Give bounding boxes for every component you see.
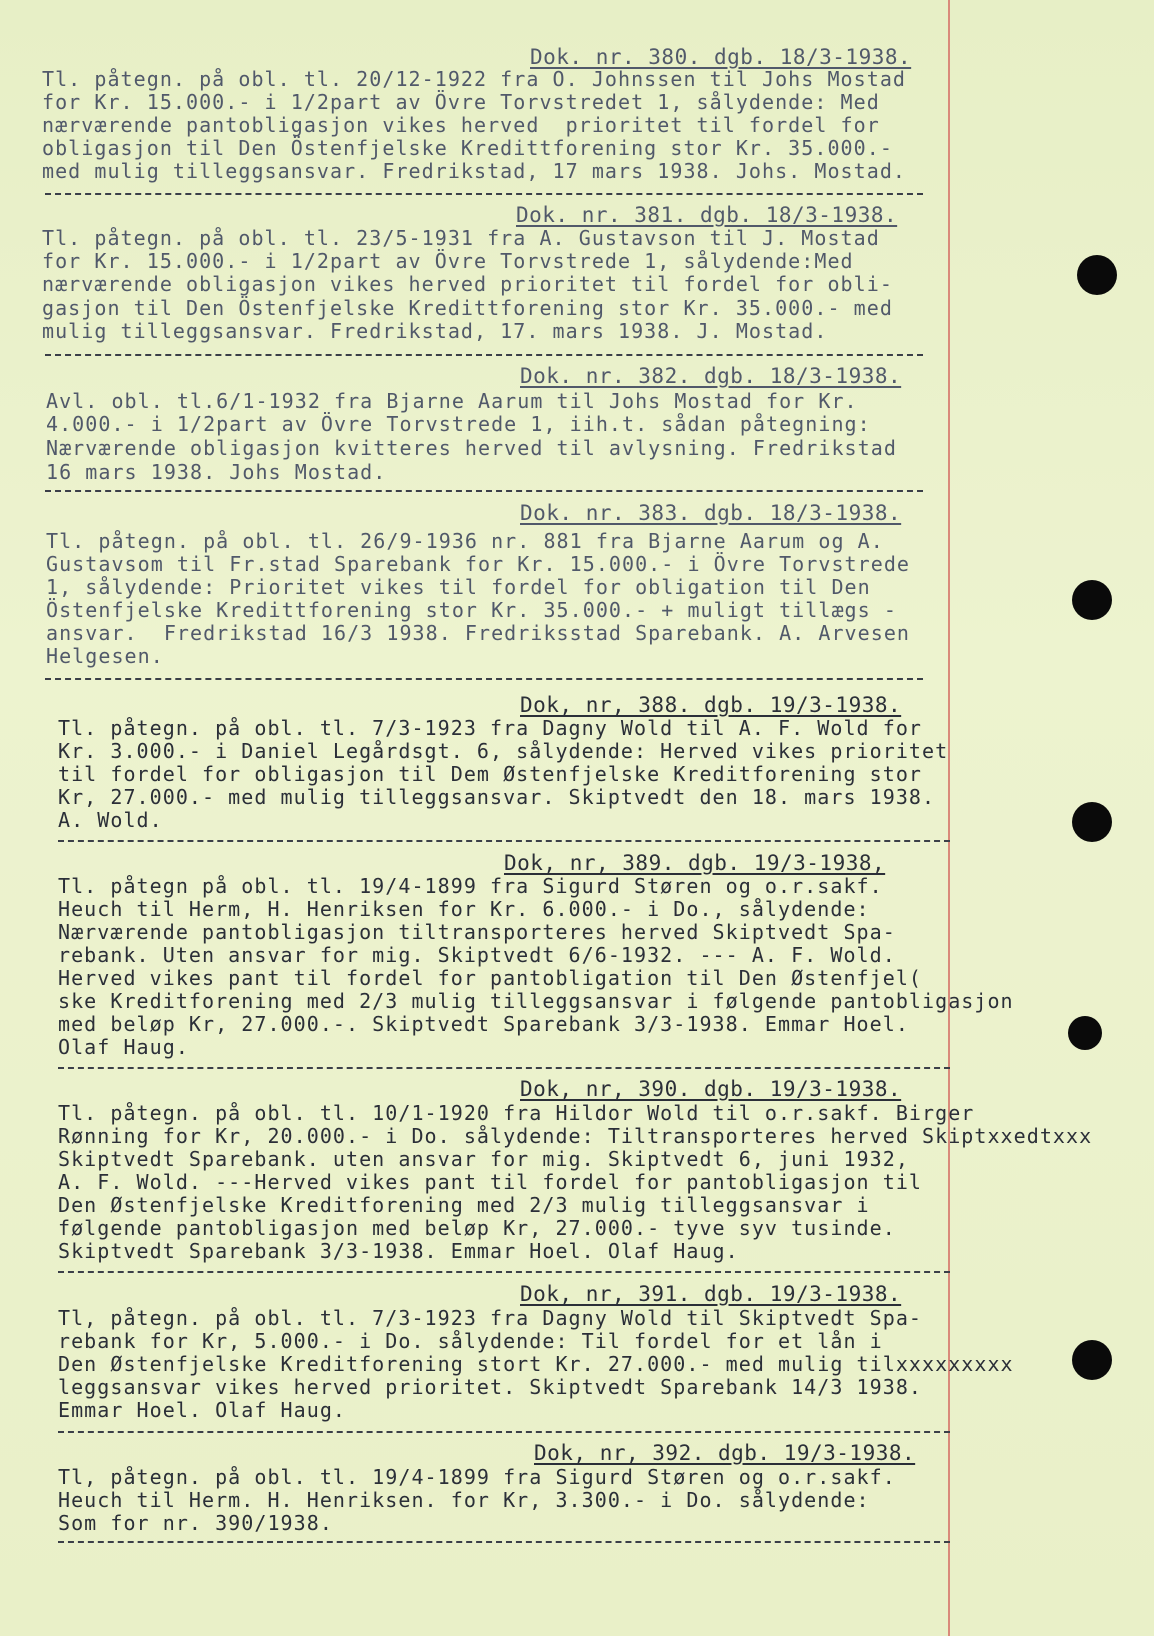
entry-heading: Dok. nr. 381. dgb. 18/3-1938. — [516, 203, 898, 227]
entry-line: for Kr. 15.000.- i 1/2part av Övre Torvstredet 1, sålydende: Med — [42, 90, 880, 114]
entry-line: Som for nr. 390/1938. — [58, 1511, 333, 1535]
entry-line: nærværende obligasjon vikes herved prioritet til fordel for obli- — [42, 272, 893, 296]
entry-heading: Dok, nr, 390. dgb. 19/3-1938. — [520, 1077, 902, 1101]
entry-line: Nærværende pantobligasjon tiltransporteres herved Skiptvedt Spa- — [58, 920, 896, 944]
entry-line: ske Kreditforening med 2/3 mulig tilleggsansvar i følgende pantobligasjon — [58, 989, 1014, 1013]
entry-line: Tl. påtegn. på obl. tl. 7/3-1923 fra Dagny Wold til A. F. Wold for — [58, 716, 923, 740]
entry-line: rebank. Uten ansvar for mig. Skiptvedt 6/6-1932. --- A. F. Wold. — [58, 943, 896, 967]
entry-line: Tl, påtegn. på obl. tl. 7/3-1923 fra Dagny Wold til Skiptvedt Spa- — [58, 1306, 923, 1330]
punch-hole-5 — [1072, 1340, 1112, 1380]
entry-line: Tl. påtegn. på obl. tl. 26/9-1936 nr. 881 fra Bjarne Aarum og A. — [46, 529, 884, 553]
entry-line: til fordel for obligasjon til Dem Østenfjelske Kreditforening stor — [58, 762, 923, 786]
entry-line: Heuch til Herm, H. Henriksen for Kr. 6.000.- i Do., sålydende: — [58, 897, 870, 921]
entry-line: Tl, påtegn. på obl. tl. 19/4-1899 fra Sigurd Støren og o.r.sakf. — [58, 1465, 896, 1489]
entry-line: 16 mars 1938. Johs Mostad. — [46, 460, 387, 484]
entry-line: Kr. 3.000.- i Daniel Legårdsgt. 6, sålydende: Herved vikes prioritet — [58, 739, 949, 763]
separator — [45, 193, 923, 195]
separator — [58, 1431, 950, 1433]
punch-hole-1 — [1077, 255, 1117, 295]
separator — [58, 1541, 950, 1543]
punch-hole-4 — [1068, 1016, 1102, 1050]
entry-line: mulig tilleggsansvar. Fredrikstad, 17. mars 1938. J. Mostad. — [42, 319, 828, 343]
entry-line: Heuch til Herm. H. Henriksen. for Kr, 3.300.- i Do. sålydende: — [58, 1488, 870, 1512]
entry-line: Den Østenfjelske Kreditforening stort Kr. 27.000.- med mulig tilxxxxxxxxx — [58, 1352, 1014, 1376]
entry-line: Herved vikes pant til fordel for pantobligation til Den Østenfjel( — [58, 966, 923, 990]
entry-line: Olaf Haug. — [58, 1035, 189, 1059]
entry-line: 1, sålydende: Prioritet vikes til fordel for obligation til Den — [46, 575, 871, 599]
entry-line: Rønning for Kr, 20.000.- i Do. sålydende: Tiltransporteres herved Skiptxxedtxxx — [58, 1124, 1093, 1148]
entry-line: Tl. påtegn. på obl. tl. 20/12-1922 fra O. Johnssen til Johs Mostad — [42, 67, 907, 91]
separator — [45, 490, 923, 492]
entry-line: med beløp Kr, 27.000.-. Skiptvedt Sparebank 3/3-1938. Emmar Hoel. — [58, 1012, 909, 1036]
entry-line: gasjon til Den Östenfjelske Kredittforening stor Kr. 35.000.- med — [42, 296, 893, 320]
entry-line: Östenfjelske Kredittforening stor Kr. 35.000.- + muligt tillægs - — [46, 598, 897, 622]
entry-line: Helgesen. — [46, 644, 164, 668]
entry-line: Tl. påtegn. på obl. tl. 10/1-1920 fra Hildor Wold til o.r.sakf. Birger — [58, 1101, 975, 1125]
entry-line: Den Østenfjelske Kreditforening med 2/3 mulig tilleggsansvar i — [58, 1193, 870, 1217]
entry-line: med mulig tilleggsansvar. Fredrikstad, 17 mars 1938. Johs. Mostad. — [42, 159, 907, 183]
entry-heading: Dok. nr. 383. dgb. 18/3-1938. — [520, 501, 902, 525]
entry-line: A. F. Wold. ---Herved vikes pant til fordel for pantobligasjon til — [58, 1170, 923, 1194]
entry-line: Tl. påtegn på obl. tl. 19/4-1899 fra Sigurd Støren og o.r.sakf. — [58, 874, 883, 898]
separator — [58, 1271, 950, 1273]
separator — [58, 1067, 950, 1069]
entry-heading: Dok, nr, 389. dgb. 19/3-1938, — [504, 851, 886, 875]
entry-line: rebank for Kr, 5.000.- i Do. sålydende: Til fordel for et lån i — [58, 1329, 883, 1353]
entry-line: nærværende pantobligasjon vikes herved prioritet til fordel for — [42, 113, 880, 137]
entry-heading: Dok. nr. 382. dgb. 18/3-1938. — [520, 364, 902, 388]
entry-line: for Kr. 15.000.- i 1/2part av Övre Torvstrede 1, sålydende:Med — [42, 249, 854, 273]
entry-line: Skiptvedt Sparebank 3/3-1938. Emmar Hoel. Olaf Haug. — [58, 1239, 739, 1263]
entry-line: Avl. obl. tl.6/1-1932 fra Bjarne Aarum til Johs Mostad for Kr. — [46, 389, 858, 413]
entry-heading: Dok. nr. 380. dgb. 18/3-1938. — [530, 45, 912, 69]
separator — [58, 840, 950, 842]
entry-line: Skiptvedt Sparebank. uten ansvar for mig. Skiptvedt 6, juni 1932, — [58, 1147, 909, 1171]
entry-line: leggsansvar vikes herved prioritet. Skiptvedt Sparebank 14/3 1938. — [58, 1375, 923, 1399]
separator — [45, 678, 923, 680]
entry-line: Emmar Hoel. Olaf Haug. — [58, 1398, 347, 1422]
entry-line: ansvar. Fredrikstad 16/3 1938. Fredriksstad Sparebank. A. Arvesen — [46, 621, 911, 645]
punch-hole-3 — [1072, 802, 1112, 842]
entry-heading: Dok, nr, 391. dgb. 19/3-1938. — [520, 1282, 902, 1306]
entry-heading: Dok, nr, 392. dgb. 19/3-1938. — [534, 1441, 916, 1465]
entry-line: A. Wold. — [58, 808, 163, 832]
entry-line: Kr, 27.000.- med mulig tilleggsansvar. Skiptvedt den 18. mars 1938. — [58, 785, 936, 809]
separator — [45, 354, 923, 356]
margin-line — [948, 0, 950, 1636]
entry-line: Tl. påtegn. på obl. tl. 23/5-1931 fra A. Gustavson til J. Mostad — [42, 226, 880, 250]
entry-line: følgende pantobligasjon med beløp Kr, 27.000.- tyve syv tusinde. — [58, 1216, 896, 1240]
entry-line: 4.000.- i 1/2part av Övre Torvstrede 1, iih.t. sådan påtegning: — [46, 412, 871, 436]
entry-heading: Dok, nr, 388. dgb. 19/3-1938. — [520, 693, 902, 717]
entry-line: Gustavsom til Fr.stad Sparebank for Kr. 15.000.- i Övre Torvstrede — [46, 552, 911, 576]
entry-line: obligasjon til Den Östenfjelske Kredittforening stor Kr. 35.000.- — [42, 136, 893, 160]
entry-line: Nærværende obligasjon kvitteres herved til avlysning. Fredrikstad — [46, 436, 897, 460]
punch-hole-2 — [1072, 580, 1112, 620]
